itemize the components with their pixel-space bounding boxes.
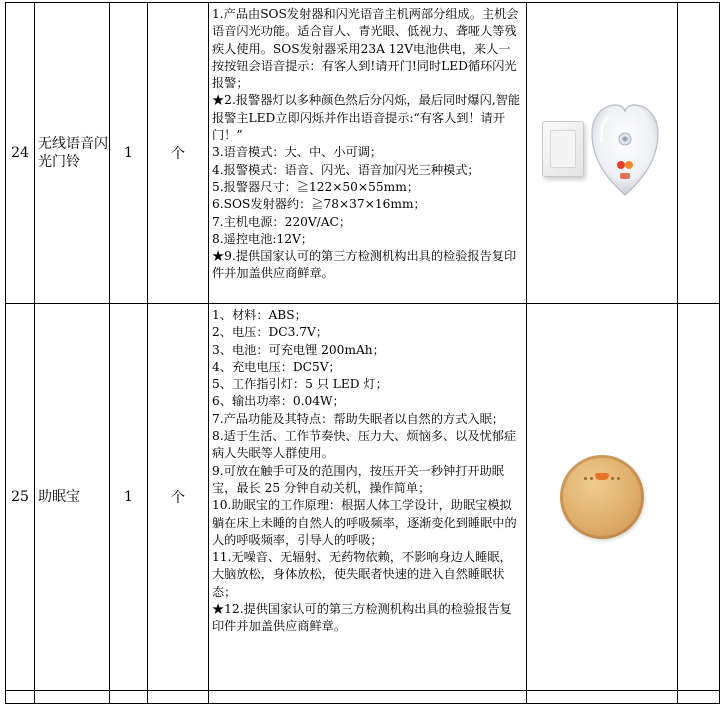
description-line: 1、材料：ABS； [212,308,307,322]
description-line: 9.可放在触手可及的范围内，按压开关一秒钟打开助眠宝，最长 25 分钟自动关机，操作简单； [212,463,504,495]
item-quantity: 1 [110,3,148,304]
description-line: 6.SOS发射器约：≧78×37×16mm； [212,197,426,212]
item-description [209,3,527,304]
item-quantity: 1 [110,304,148,691]
blank-cell [678,304,720,691]
led-dot-icon [611,477,614,480]
description-line: ★9.提供国家认可的第三方检测机构出具的检验报告复印件并加盖供应商鲜章。 [212,249,517,281]
blank-cell [110,691,148,704]
description-line: 8.遥控电池:12V； [212,231,313,246]
led-dot-icon [590,477,593,480]
description-line: 4、充电电压：DC5V； [212,359,341,374]
description-line: ★12.提供国家认可的第三方检测机构出具的检验报告复印件并加盖供应商鲜章。 [212,602,512,634]
table-row [6,691,720,704]
heart-lamp-icon [590,103,660,199]
description-line: 3.语音模式：大、中、小可调； [212,145,383,160]
description-line: 8.适于生活、工作节奏快、压力大、烦恼多、以及忧郁症病人失眠等人群使用。 [212,429,517,461]
item-number: 24 [6,3,35,304]
description-line: 3、电池：可充电锂 200mAh； [212,342,385,357]
description-line: 10.助眠宝的工作原理：根据人体工学设计，助眠宝模拟躺在床上未睡的自然人的呼吸频率，逐渐变化到睡眠中的人的呼吸频率，引导人的呼吸； [212,498,517,547]
item-image-cell [527,3,678,304]
description-line: 5、工作指引灯：5 只 LED 灯； [212,377,388,392]
description-line: ★2.报警器灯以多种颜色然后分闪烁，最后同时爆闪,智能报警主LED立即闪烁并作出语音提示:“有客人到！请开门！” [212,93,521,143]
sos-transmitter-button [542,121,584,177]
table-row [6,304,720,691]
description-line: 11.无噪音、无辐射、无药物依赖，不影响身边人睡眠，大脑放松，身体放松，使失眠者快速的进入自然睡眠状态； [212,550,512,599]
blank-cell [209,691,527,704]
item-description [209,304,527,691]
blank-cell [148,691,209,704]
item-number: 25 [6,304,35,691]
item-unit: 个 [148,304,209,691]
blank-cell [6,691,35,704]
description-line: 5.报警器尺寸：≧122×50×55mm； [212,179,419,194]
description-line: 4.报警模式：语音、闪光、语音加闪光三种模式； [212,162,480,177]
blank-cell [527,691,678,704]
item-name: 助眠宝 [35,304,110,691]
brand-logo-icon [595,473,609,480]
item-image-cell [527,304,678,691]
led-dot-icon [617,477,620,480]
item-name: 无线语音闪光门铃 [35,3,110,304]
led-dot-icon [584,477,587,480]
blank-cell [35,691,110,704]
description-line: 6、输出功率：0.04W； [212,394,345,409]
sleep-aid-product-photo [560,455,644,539]
item-unit: 个 [148,3,209,304]
blank-cell [678,3,720,304]
table-row [6,3,720,304]
blank-cell [678,691,720,704]
description-line: 1.产品由SOS发射器和闪光语音主机两部分组成。主机会语音闪光功能。适合盲人、青光眼、低视力、聋哑人等残疾人使用。SOS发射器采用23A 12V电池供电，来人一按按钮会语音提示：有客人到!请开门!同时LED循环闪光报警； [212,7,519,91]
spec-table [5,2,720,704]
description-line: 7.产品功能及其特点：帮助失眠者以自然的方式入眠； [212,411,504,426]
description-line: 7.主机电源：220V/AC； [212,214,352,229]
description-line: 2、电压：DC3.7V； [212,325,328,340]
doorbell-product-photo [542,103,662,203]
